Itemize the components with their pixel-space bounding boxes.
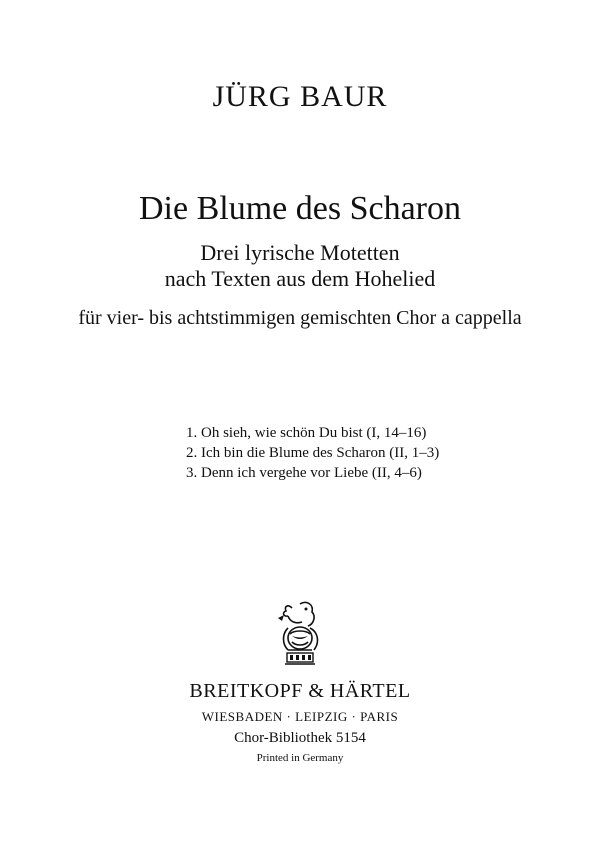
movement-list (186, 423, 439, 483)
movement-item: 3. Denn ich vergehe vor Liebe (II, 4–6) (186, 465, 422, 481)
publisher-name: BREITKOPF & HÄRTEL (189, 680, 411, 702)
printed-in: Printed in Germany (256, 752, 344, 764)
publisher-emblem-icon (270, 598, 330, 670)
subtitle-line-2: nach Texten aus dem Hohelied (164, 266, 436, 291)
publisher-cities: WIESBADEN · LEIPZIG · PARIS (201, 709, 399, 724)
scoring-text: für vier- bis achtstimmigen gemischten Chor a cappella (78, 307, 522, 329)
movement-item: 1. Oh sieh, wie schön Du bist (I, 14–16) (186, 425, 427, 441)
work-title: Die Blume des Scharon (139, 190, 461, 227)
catalog-number: Chor-Bibliothek 5154 (234, 730, 366, 746)
movement-item: 2. Ich bin die Blume des Scharon (II, 1–3) (186, 445, 440, 461)
subtitle-line-1: Drei lyrische Motetten (200, 240, 400, 265)
composer-name: JÜRG BAUR (212, 80, 388, 113)
